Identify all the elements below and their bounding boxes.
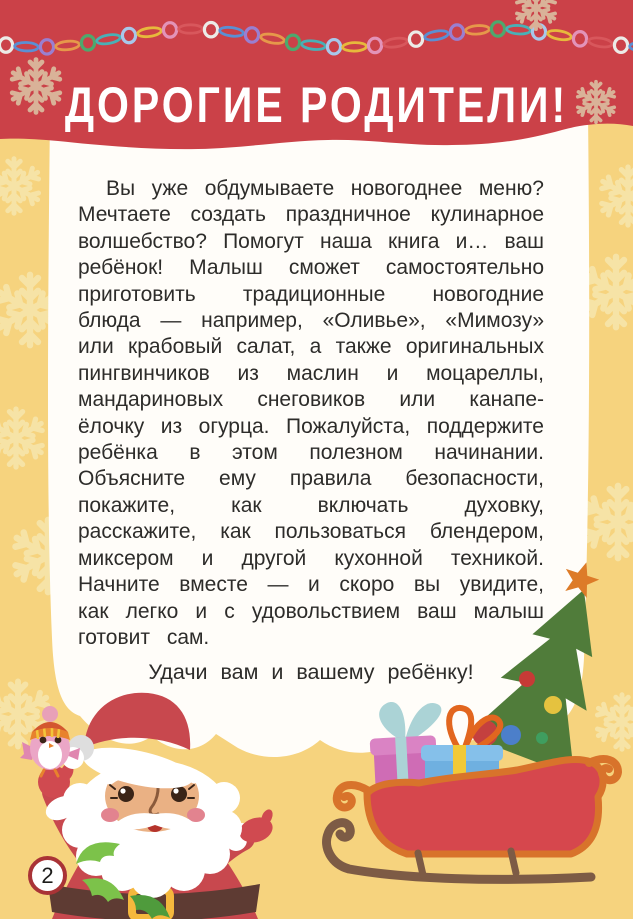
page-number: 2 [41,862,54,888]
body-text-line: ёлочку из огурца. Пожалуйста, поддержите [78,414,544,438]
body-text-line: волшебство? Помогут наша книга и… ваш [78,229,544,253]
body-text-line: Вы уже обдумываете новогоднее меню? [106,177,544,200]
body-text-line: Начните вместе — и скоро вы увидите, [78,573,544,597]
body-text-line: Мечтаете создать праздничное кулинарное [78,203,544,227]
body-text-line: пингвинчиков из маслин и моцареллы, [78,361,544,385]
santa-hat-icon [62,693,196,797]
body-text-line: мандариновых снеговиков или канапе- [78,388,544,412]
body-text-line: ребёнок! Малыш сможет самостоятельно [78,256,544,280]
page-title: ДОРОГИЕ РОДИТЕЛИ! [64,77,569,134]
body-text-line: ребёнка в этом полезном начинании. [78,441,544,465]
body-text-line: или крабовый салат, а также оригинальных [78,335,544,359]
body-text-line: как легко и с удовольствием ваш малыш [78,599,544,623]
body-text-line: Объясните ему правила безопасности, [78,467,544,491]
snowflake-icon [515,0,556,29]
closing-line: Удачи вам и вашему ребёнку! [148,660,474,684]
body-text-line: готовит сам. [78,625,210,649]
body-text-line: миксером и другой кухонной техникой. [78,546,544,570]
sleigh-with-tree-and-gifts-illustration [315,545,633,919]
body-text-line: покажите, как включать духовку, [78,493,544,517]
page-number-badge [28,856,67,895]
body-text-line: блюда — например, «Оливье», «Мимозу» [78,309,544,333]
body-text-line: приготовить традиционные новогодние [78,282,544,306]
body-text-line: расскажите, как пользоваться блендером, [78,520,544,544]
